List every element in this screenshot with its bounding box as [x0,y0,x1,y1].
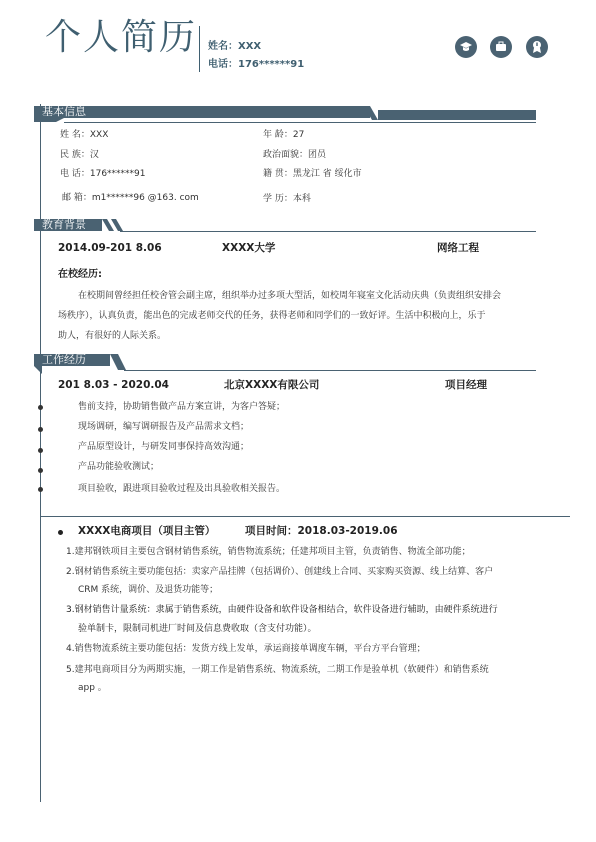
label-age: 年 龄： [263,130,293,140]
edu-school: XXXX大学 [222,242,276,254]
work-position: 项目经理 [445,379,487,391]
campus-line-2: 场秩序），认真负责，能出色的完成老师交代的任务，获得老师和同学们的一致好评。生活中积极向上，乐于 [58,311,486,321]
duty-bullet [38,448,43,453]
section-arrow-education [102,219,128,231]
duty-bullet [38,427,43,432]
duty-item: 产品功能验收测试； [78,462,160,472]
page-title: 个人简历 [45,17,198,58]
timeline-line [40,104,41,802]
value-origin: 黑龙江 省 绥化市 [292,169,362,179]
section-rule-education [120,231,536,232]
work-company: 北京XXXX有限公司 [224,379,320,391]
campus-line-3: 助人，有很好的人际关系。 [58,331,167,341]
value-phone: 176******91 [89,169,146,179]
section-rule-work [124,370,536,371]
label-ethnicity: 民 族： [60,150,90,160]
briefcase-icon [490,36,512,58]
duty-item: 产品原型设计，与研发同事保持高效沟通； [78,442,250,452]
section-bar-work [34,354,110,366]
contact-name: 姓名：XXX [208,41,262,52]
project-line: 3.钢材销售计量系统：隶属于销售系统，由硬件设备和软件设备相结合，软件设备进行辅助，由硬件系统进行 [66,605,498,615]
label-politics: 政治面貌： [263,150,309,160]
duty-bullet [38,487,43,492]
duty-bullet [38,405,43,410]
value-age: 27 [292,130,305,140]
label-degree: 学 历： [263,194,293,204]
project-bullet [58,530,63,535]
section-bar-basic [34,106,370,118]
project-rule [40,516,570,517]
label-origin: 籍 贯： [263,169,293,179]
section-title-basic: 基本信息 [42,105,86,118]
section-bar-basic-right [378,110,536,120]
section-bar-education [34,219,102,231]
section-arrow-work [110,354,134,370]
campus-line-1: 在校期间曾经担任校舍管会副主席，组织举办过多项大型活，如校周年寝室文化活动庆典（负责组织安排会 [78,291,502,301]
label-name: 姓 名： [60,130,90,140]
label-email: 邮 箱： [62,193,92,203]
project-time: 项目时间：2018.03-2019.06 [245,525,398,537]
graduation-cap-icon [455,36,477,58]
project-title: XXXX电商项目（项目主管） [78,525,216,537]
project-line: 4.销售物流系统主要功能包括：发货方线上发单，承运商接单调度车辆，平台方平台管理； [66,644,426,654]
value-ethnicity: 汉 [89,150,99,160]
value-email: m1******96 @163. com [91,193,199,203]
value-degree: 本科 [292,194,311,204]
section-rule-basic [64,122,536,123]
project-line: 1.建邦钢铁项目主要包含钢材销售系统，销售物流系统；任建邦项目主管，负责销售、物流全部功能； [66,547,471,557]
label-phone: 电 话： [60,169,90,179]
section-title-work: 工作经历 [42,353,86,366]
duty-item: 现场调研，编写调研报告及产品需求文档； [78,422,250,432]
duty-bullet [38,468,43,473]
work-period: 201 8.03 - 2020.04 [58,379,169,391]
duty-item: 项目验收，跟进项目验收过程及出具验收相关报告。 [78,484,286,494]
edu-major: 网络工程 [437,242,479,254]
project-line: app 。 [78,683,107,693]
section-bar-work-tail [34,366,44,376]
title-divider [199,26,200,72]
project-line: 2.钢材销售系统主要功能包括：卖家产品挂牌（包括调价）、创建线上合同、买家购买资源、线上结算、客户 [66,567,494,577]
edu-period: 2014.09-201 8.06 [58,242,162,254]
value-politics: 团员 [308,150,327,160]
contact-phone: 电话：176******91 [208,59,305,70]
campus-title: 在校经历: [58,269,102,280]
section-title-education: 教育背景 [42,218,86,231]
award-icon [526,36,548,58]
project-line: 5.建邦电商项目分为两期实施，一期工作是销售系统、物流系统，二期工作是验单机（软硬件）和销售系统 [66,665,489,675]
duty-item: 售前支持，协助销售做产品方案宣讲，为客户答疑； [78,402,286,412]
value-name: XXX [89,130,109,140]
project-line: CRM 系统，调价、及退货功能等； [78,585,219,595]
project-line: 验单制卡，限制司机进厂时间及信息费收取（含支付功能）。 [78,624,317,634]
section-bar-basic-tail [34,118,64,126]
